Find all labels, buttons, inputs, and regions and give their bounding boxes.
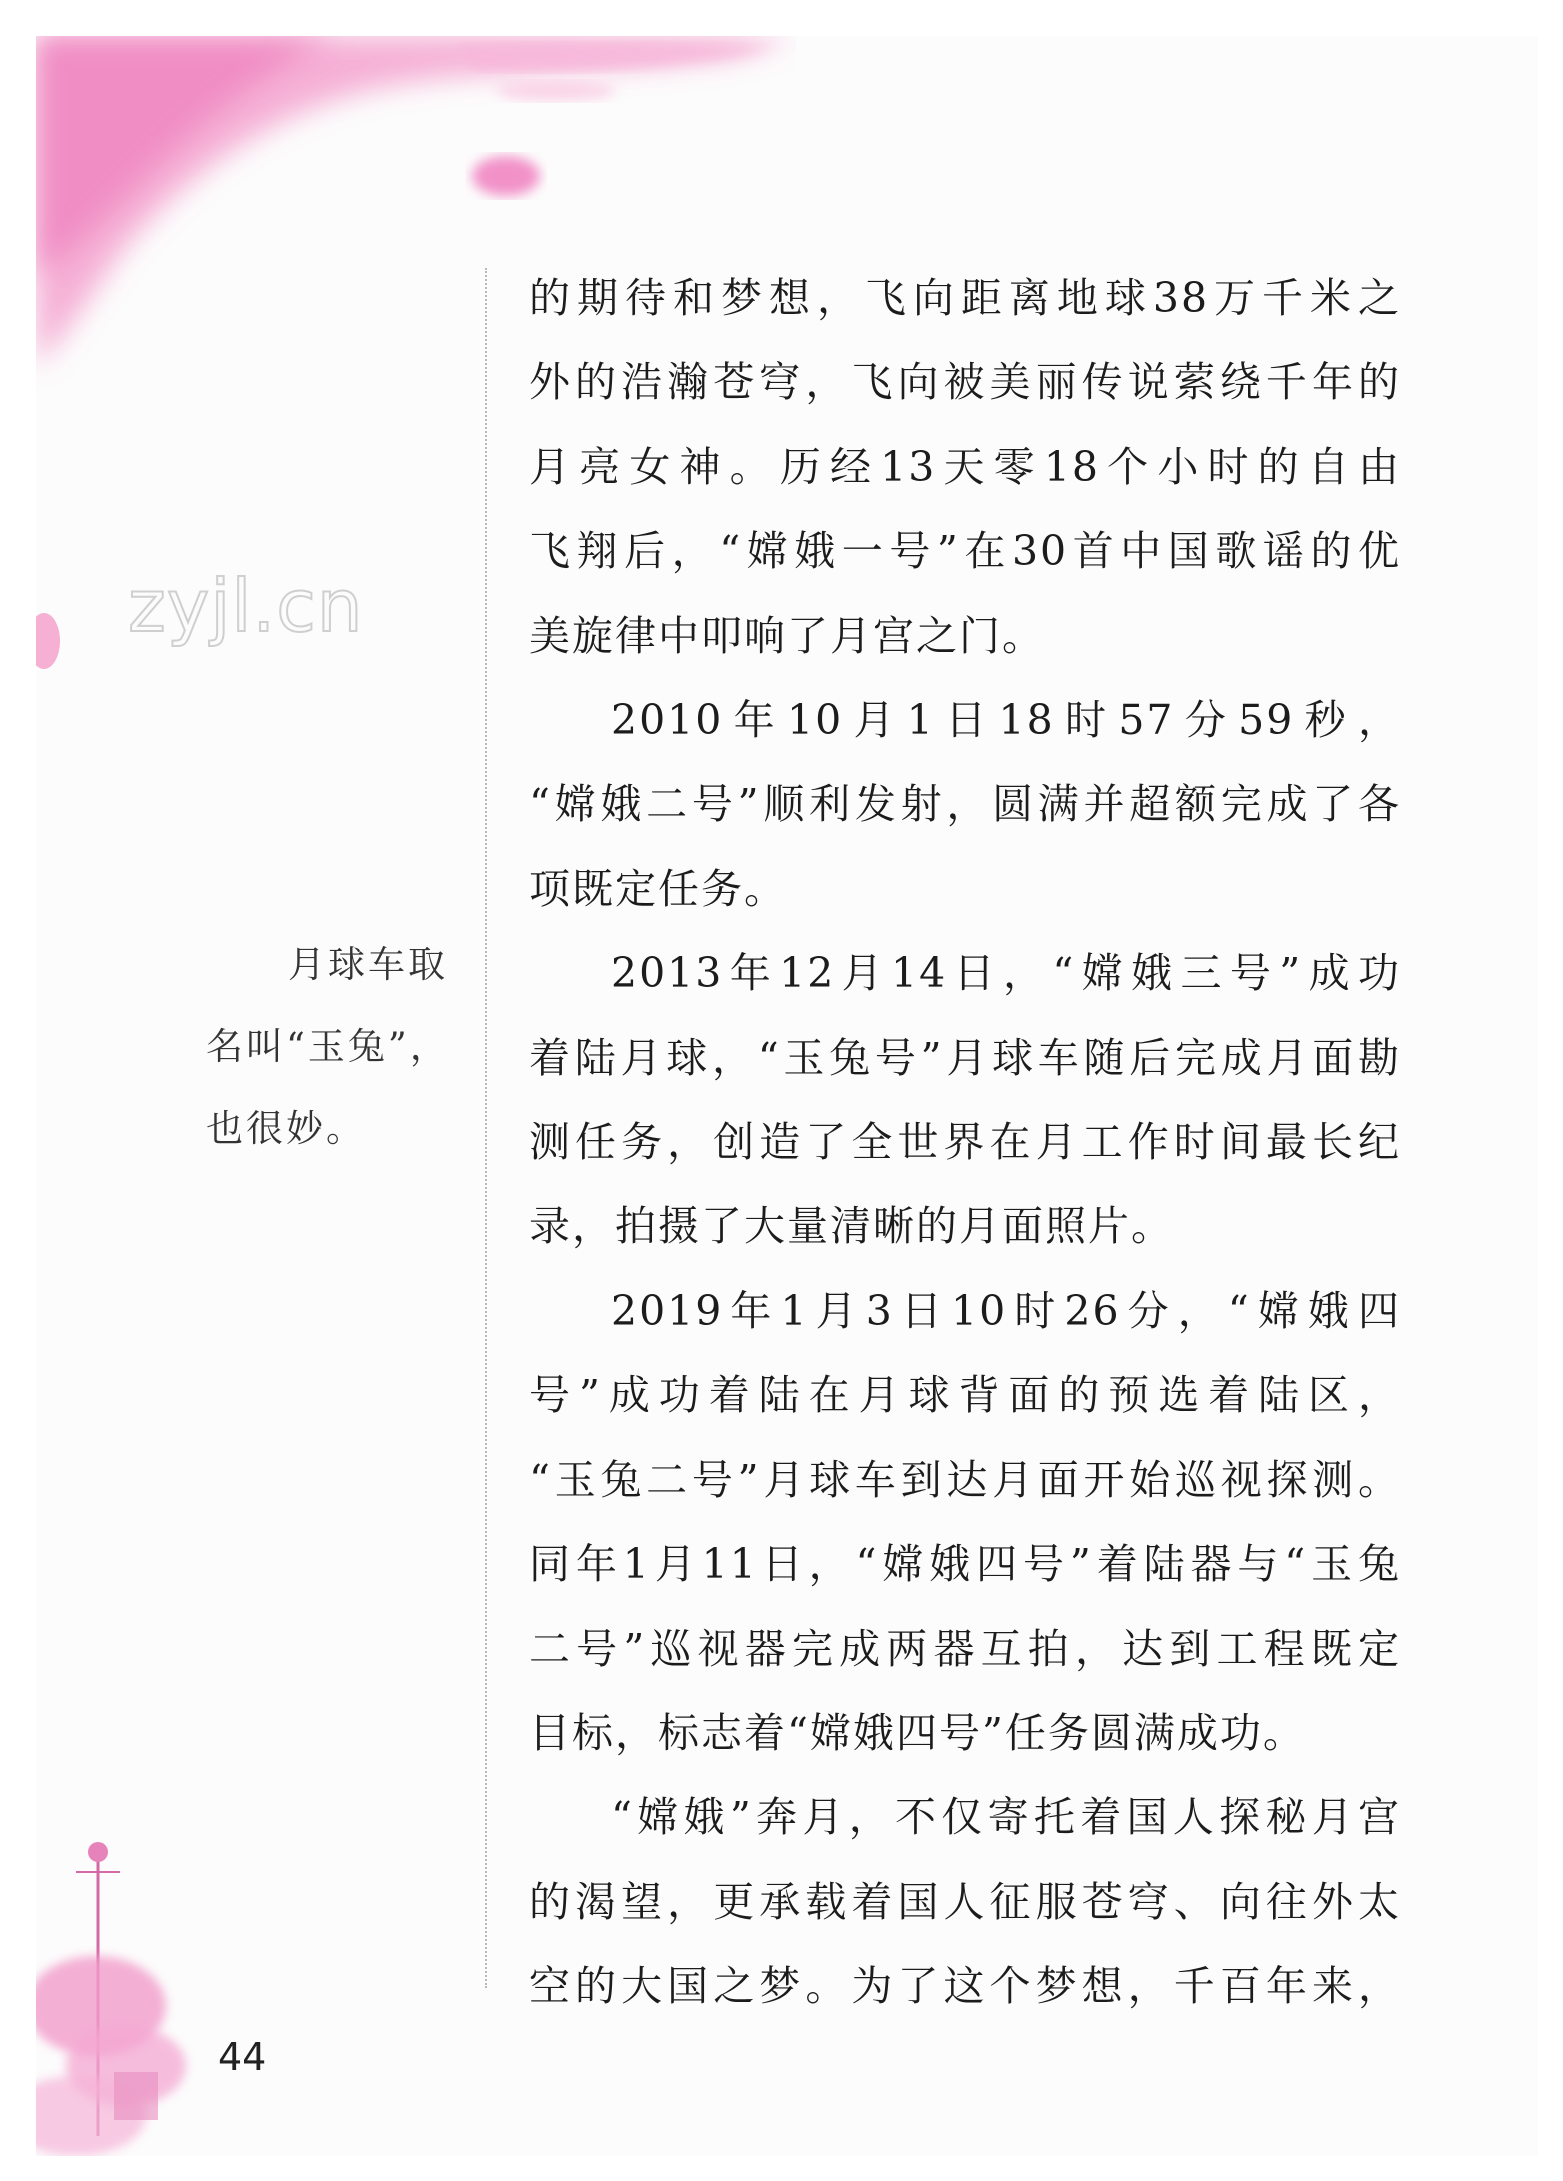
text-line: 号”成功着陆在月球背面的预选着陆区，: [529, 1371, 1401, 1420]
margin-note-line: 名叫“玉兔”，: [206, 1025, 450, 1068]
text-line: 飞翔后，“嫦娥一号”在30首中国歌谣的优: [529, 527, 1401, 576]
text-line: 二号”巡视器完成两器互拍，达到工程既定: [529, 1624, 1401, 1673]
page-number: 44: [218, 2035, 267, 2079]
text-line: “嫦娥二号”顺利发射，圆满并超额完成了各: [529, 780, 1401, 829]
margin-note-line: 月球车取: [288, 943, 448, 986]
main-text: [529, 256, 1401, 2029]
text-line: 测任务，创造了全世界在月工作时间最长纪: [529, 1118, 1401, 1167]
text-line: 外的浩瀚苍穹，飞向被美丽传说萦绕千年的: [529, 358, 1401, 407]
text-line: 着陆月球，“玉兔号”月球车随后完成月面勘: [529, 1033, 1401, 1082]
text-line: “嫦娥”奔月，不仅寄托着国人探秘月宫: [611, 1793, 1401, 1842]
text-line: 目标，标志着“嫦娥四号”任务圆满成功。: [529, 1708, 1306, 1757]
text-line: “玉兔二号”月球车到达月面开始巡视探测。: [529, 1455, 1401, 1504]
text-line: 的期待和梦想，飞向距离地球38万千米之: [529, 274, 1401, 322]
text-line: 2010年10月1日18时57分59秒，: [611, 696, 1401, 745]
text-line: 月亮女神。历经13天零18个小时的自由: [529, 442, 1401, 491]
text-line: 2013年12月14日，“嫦娥三号”成功: [611, 949, 1401, 998]
pink-petal-decoration: [36, 606, 76, 676]
watermark: zyjl.cn: [128, 564, 364, 648]
text-line: 同年1月11日，“嫦娥四号”着陆器与“玉兔: [529, 1540, 1401, 1589]
flower-lamp-illustration: [36, 1836, 296, 2156]
text-line: 2019年1月3日10时26分，“嫦娥四: [611, 1286, 1401, 1335]
text-line: 美旋律中叩响了月宫之门。: [529, 611, 1045, 660]
text-line: 项既定任务。: [529, 864, 787, 913]
text-line: 空的大国之梦。为了这个梦想，千百年来，: [529, 1962, 1401, 2011]
book-page: [36, 36, 1538, 2156]
text-line: 录，拍摄了大量清晰的月面照片。: [529, 1202, 1174, 1251]
margin-note-line: 也很妙。: [206, 1107, 366, 1150]
text-line: 的渴望，更承载着国人征服苍穹、向往外太: [529, 1877, 1401, 1926]
margin-note: [206, 924, 506, 1170]
